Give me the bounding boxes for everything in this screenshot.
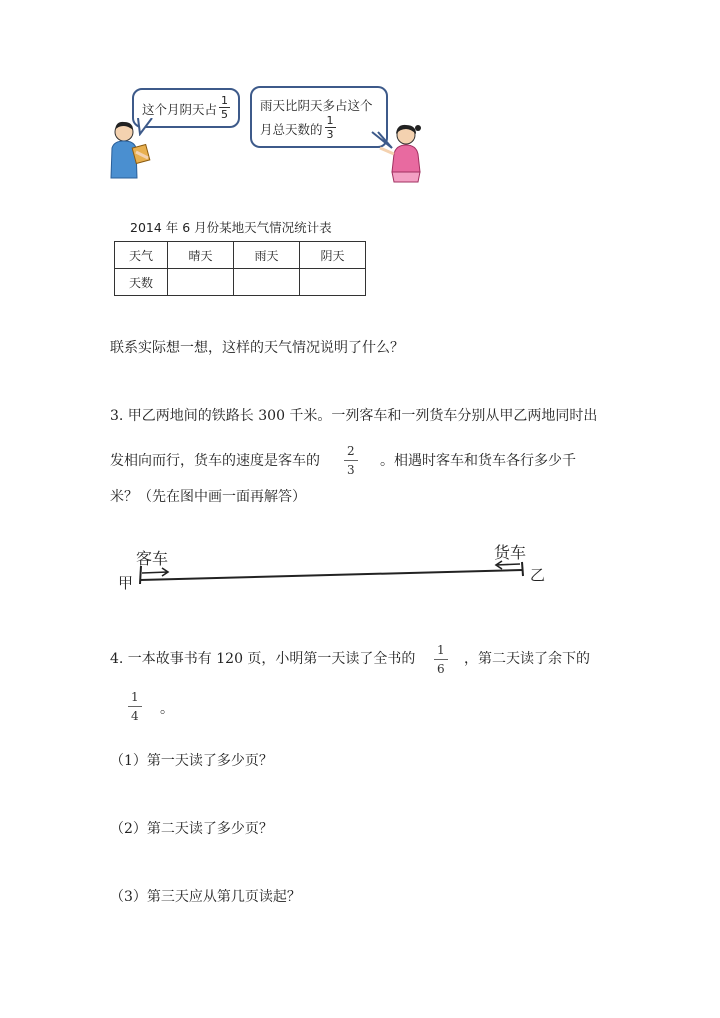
girl-bubble-fraction: $\frac{1}{3}$ [326, 114, 334, 141]
table-header-cell: 阴天 [300, 242, 366, 269]
passenger-train-arrow [142, 568, 168, 576]
fraction-numerator: 1 [128, 691, 142, 707]
question4-sub2: （2）第二天读了多少页？ [110, 821, 273, 837]
table-header-cell: 雨天 [234, 242, 300, 269]
table-header-row [115, 242, 366, 269]
table-row-label: 天数 [115, 269, 168, 296]
question2-followup: 联系实际想一想，这样的天气情况说明了什么？ [110, 340, 404, 356]
boy-bubble-fraction: $\frac{1}{5}$ [221, 94, 229, 121]
table-title: 2014 年 6 月份某地天气情况统计表 [130, 220, 332, 235]
fraction-denominator: 4 [131, 709, 139, 723]
fraction-denominator: 3 [347, 463, 355, 477]
question4-sub3: （3）第三天应从第几页读起？ [110, 889, 301, 905]
fraction-numerator: 2 [344, 445, 358, 461]
question4-fraction2 [128, 691, 142, 722]
weather-stat-table [114, 241, 366, 296]
diagram-left-place: 甲 [118, 574, 134, 592]
question3-line3: 米？（先在图中画一面再解答） [110, 489, 306, 505]
table-answer-cell[interactable] [168, 269, 234, 296]
boy-bubble-tail [136, 118, 156, 136]
diagram-left-vehicle: 客车 [136, 549, 169, 568]
table-answer-cell[interactable] [300, 269, 366, 296]
question4-sub1: （1）第一天读了多少页？ [110, 753, 273, 769]
table-header-cell: 天气 [115, 242, 168, 269]
question3-line2b: 。相遇时客车和货车各行多少千 [380, 453, 576, 469]
route-line [140, 570, 522, 580]
question3-line1: 3. 甲乙两地间的铁路长 300 千米。一列客车和一列货车分别从甲乙两地同时出 [110, 408, 598, 424]
girl-bubble-line2: 月总天数的 [260, 122, 323, 137]
table-answer-cell[interactable] [234, 269, 300, 296]
question4-line1b: ，第二天读了余下的 [464, 651, 590, 667]
diagram-right-place: 乙 [530, 566, 546, 584]
girl-bubble-line1: 雨天比阴天多占这个 [260, 98, 373, 113]
question4-fraction1 [434, 644, 448, 675]
table-header-cell: 晴天 [168, 242, 234, 269]
girl-figure [378, 122, 428, 184]
boy-bubble-text: 这个月阴天占 [142, 102, 218, 117]
fraction-denominator: 6 [437, 662, 445, 676]
question3-line2a: 发相向而行，货车的速度是客车的 [110, 453, 320, 469]
diagram-right-vehicle: 货车 [494, 543, 527, 562]
question3-fraction [344, 445, 358, 476]
table-row [115, 269, 366, 296]
girl-speech-bubble [250, 86, 388, 148]
question4-line2b: 。 [160, 701, 174, 717]
question4-line1a: 4. 一本故事书有 120 页，小明第一天读了全书的 [110, 651, 416, 667]
right-end-tick [522, 562, 523, 576]
fraction-numerator: 1 [434, 644, 448, 660]
